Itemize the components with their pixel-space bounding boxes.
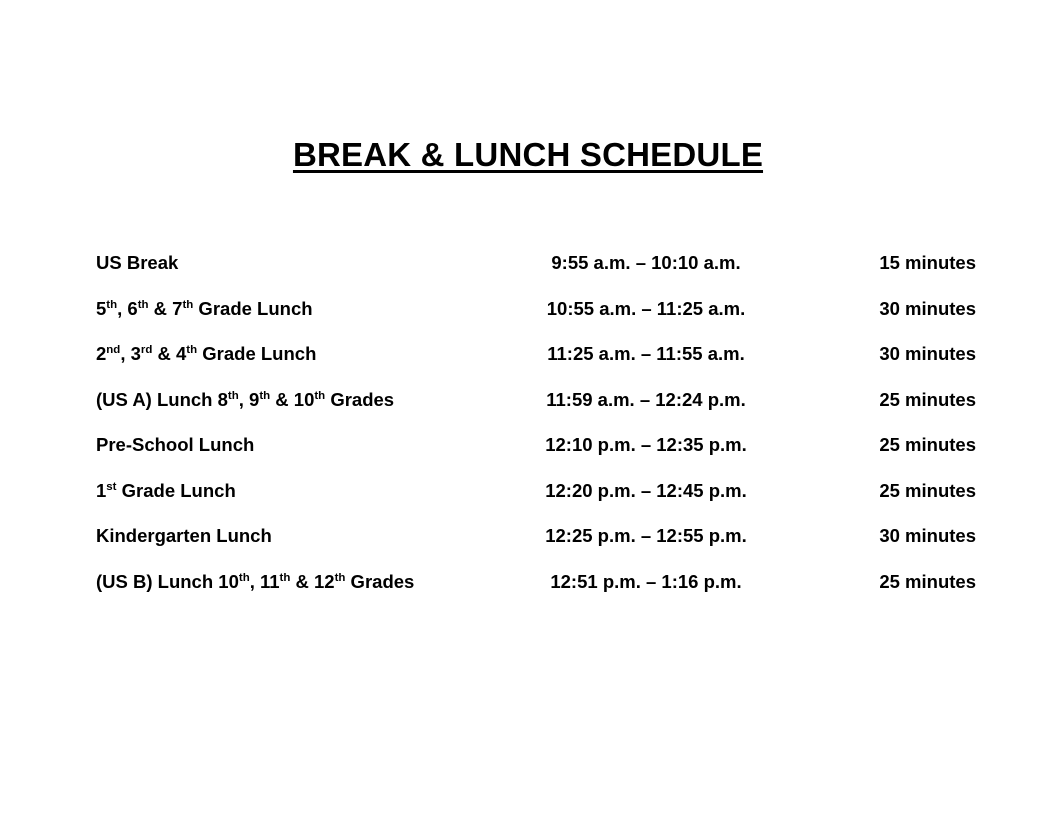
schedule-row-label: US Break [96, 252, 179, 273]
schedule-row-label: (US A) Lunch 8th, 9th & 10th Grades [96, 388, 395, 410]
page-title [0, 136, 1056, 174]
schedule-row-time: 9:55 a.m. – 10:10 a.m. [551, 252, 741, 273]
schedule-row-time: 11:59 a.m. – 12:24 p.m. [546, 388, 746, 410]
schedule-row-time: 10:55 a.m. – 11:25 a.m. [546, 297, 746, 319]
schedule-row [96, 525, 976, 571]
schedule-row [96, 480, 976, 526]
schedule-row [96, 343, 976, 389]
schedule-row-duration: 30 minutes [879, 297, 976, 319]
schedule-row-time: 12:51 p.m. – 1:16 p.m. [550, 570, 742, 592]
schedule-row [96, 252, 976, 298]
schedule-row [96, 571, 976, 617]
schedule-row-label: 2nd, 3rd & 4th Grade Lunch [96, 343, 317, 364]
schedule-row-label: 5th, 6th & 7th Grade Lunch [96, 297, 313, 319]
schedule-row-time: 12:20 p.m. – 12:45 p.m. [545, 479, 747, 501]
schedule-row-label: (US B) Lunch 10th, 11th & 12th Grades [96, 570, 415, 592]
schedule-row-duration: 25 minutes [879, 434, 976, 455]
schedule-row-duration: 25 minutes [879, 479, 976, 501]
schedule-row [96, 434, 976, 480]
schedule-row [96, 298, 976, 344]
schedule-row-duration: 30 minutes [879, 525, 976, 546]
schedule-row-label: Pre-School Lunch [96, 434, 255, 455]
schedule-row-time: 12:25 p.m. – 12:55 p.m. [545, 525, 747, 546]
schedule-row-duration: 15 minutes [879, 252, 976, 273]
schedule-row-duration: 30 minutes [879, 343, 976, 364]
schedule-row-label: 1st Grade Lunch [96, 479, 236, 501]
schedule-row-duration: 25 minutes [879, 388, 976, 410]
schedule-row [96, 389, 976, 435]
schedule-list [96, 252, 976, 616]
schedule-row-duration: 25 minutes [879, 570, 976, 592]
page-title-text: BREAK & LUNCH SCHEDULE [292, 136, 764, 173]
schedule-row-time: 11:25 a.m. – 11:55 a.m. [547, 343, 745, 364]
schedule-row-time: 12:10 p.m. – 12:35 p.m. [545, 434, 747, 455]
schedule-row-label: Kindergarten Lunch [96, 525, 272, 546]
